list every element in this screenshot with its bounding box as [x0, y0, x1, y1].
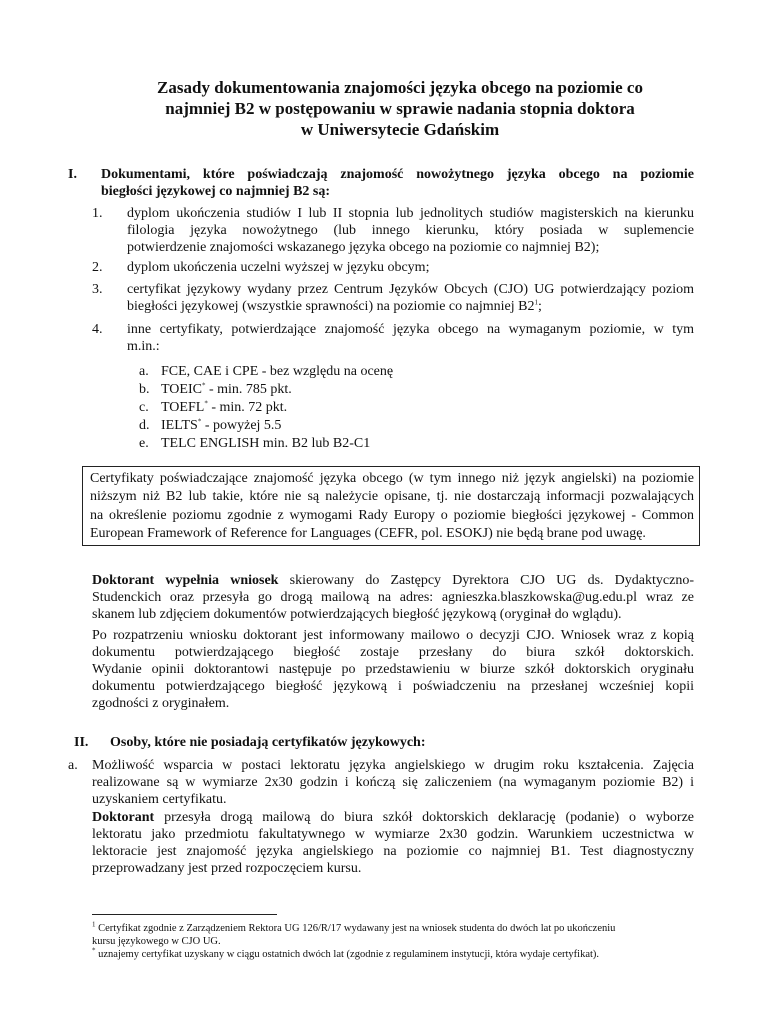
asterisk-ref: * — [204, 399, 208, 408]
paragraph-text: przesyła drogą mailową do biura szkół doktorskich deklarację (podanie) o wyborze — [154, 810, 694, 825]
footnote-text: uznajemy certyfikat uzyskany w ciągu ostatnich dwóch lat (zgodnie z regulaminem instytucji, która wydaje certyfikat). — [95, 949, 600, 960]
section-1-heading — [101, 166, 694, 200]
footnote-mark: * — [92, 946, 96, 955]
footnote-1-continued: kursu językowego w CJO UG. — [92, 936, 221, 947]
bold-lead: Doktorant wypełnia wniosek — [92, 573, 279, 588]
list-item-line: potwierdzenie znajomości wskazanego języka obcego na poziomie co najmniej B2); — [127, 240, 600, 255]
footnote-asterisk — [92, 946, 600, 961]
paragraph-line: skanem lub zdjęciem dokumentów potwierdzających biegłość językową (oryginał do wglądu). — [92, 607, 622, 622]
notice-line: European Framework of Reference for Languages (CEFR, pol. ESOKJ) nie będą brane pod uwagę. — [90, 525, 646, 541]
cert-name: FCE, CAE i CPE - bez względu na ocenę — [161, 364, 394, 379]
list-item-line: dyplom ukończenia uczelni wyższej w języku obcym; — [127, 260, 430, 275]
paragraph-line: Możliwość wsparcia w postaci lektoratu języka angielskiego w drugim roku kształcenia. Zajęcia — [92, 758, 694, 773]
paragraph-line: lektoratu jako przedmiotu fakultatywnego w wymiarze 2x30 godzin. Warunkiem uczestnictwa w — [92, 827, 694, 842]
decision-paragraph — [92, 627, 694, 712]
heading-line: biegłości językowej co najmniej B2 są: — [101, 184, 331, 199]
footnote-mark: 1 — [92, 920, 96, 929]
section-2-item — [92, 757, 694, 808]
cert-requirement: - min. 72 pkt. — [207, 400, 288, 415]
paragraph-line: uzyskaniem certyfikatu. — [92, 792, 227, 807]
list-item-tail: ; — [537, 299, 542, 314]
heading-line: Dokumentami, które poświadczają znajomość nowożytnego języka obcego na poziomie — [101, 167, 694, 182]
paragraph-line: realizowane są w wymiarze 2x30 godzin i kończą się zaliczeniem (na wymaganym poziomie B2) i — [92, 775, 694, 790]
footnote-ref-1: 1 — [534, 298, 538, 307]
sub-list-letter: a. — [139, 364, 149, 379]
list-item — [127, 205, 694, 256]
sub-list-item — [161, 435, 370, 452]
notice-text — [90, 470, 694, 543]
section-2-heading: Osoby, które nie posiadają certyfikatów językowych: — [110, 735, 426, 750]
list-item-line — [127, 298, 694, 315]
bold-lead: Doktorant — [92, 810, 155, 825]
list-item-letter: a. — [68, 758, 78, 773]
document-title — [100, 77, 700, 140]
paragraph-line: dokumentu potwierdzającego biegłość językową i poświadczeniu na przesłanej wcześniej kopii — [92, 679, 694, 694]
paragraph-line: Po rozpatrzeniu wniosku doktorant jest informowany mailowo o decyzji CJO. Wniosek wraz z kopią — [92, 628, 694, 643]
paragraph-line: zgodności z oryginałem. — [92, 696, 230, 711]
list-item-line: m.in.: — [127, 339, 160, 354]
cert-name: TOEIC — [161, 382, 202, 397]
title-line: w Uniwersytecie Gdańskim — [300, 120, 500, 139]
paragraph-text: skierowany do Zastępcy Dyrektora CJO UG ds. Dydaktyczno- — [278, 573, 694, 588]
paragraph-line: dokumentu potwierdzającego biegłość zostaje przesłany do biura szkół doktorskich. — [92, 645, 694, 660]
list-item-number: 1. — [92, 206, 103, 221]
section-2-numeral: II. — [74, 735, 89, 750]
footnote-text: Certyfikat zgodnie z Zarządzeniem Rektora UG 126/R/17 wydawany jest na wniosek studenta do dwóch lat po ukończeniu — [95, 923, 616, 934]
sub-list-letter: c. — [139, 400, 149, 415]
paragraph-line: lektoracie jest znajomość języka angielskiego na poziomie co najmniej B1. Test diagnostyczny — [92, 844, 694, 859]
declaration-paragraph — [92, 809, 694, 877]
notice-line: Certyfikaty poświadczające znajomość języka obcego (w tym innego niż język angielski) na poziomie — [90, 471, 694, 486]
sub-list-item — [161, 417, 281, 434]
paragraph-line: przeprowadzany jest przed rozpoczęciem kursu. — [92, 861, 362, 876]
list-item — [127, 281, 694, 315]
title-line: najmniej B2 w postępowaniu w sprawie nadania stopnia doktora — [165, 99, 635, 118]
cert-name: TOEFL — [161, 400, 205, 415]
sub-list-item — [161, 381, 292, 398]
asterisk-ref: * — [201, 381, 206, 390]
list-item-number: 4. — [92, 322, 103, 337]
notice-line: niższym niż B2 lub takie, które nie są należycie opisane, tj. nie dostarczają informacji pozwalających — [90, 489, 694, 505]
sub-list-item — [161, 363, 393, 380]
list-item-text: biegłości językowej (wszystkie sprawności) na poziomie co najmniej B2 — [127, 299, 535, 314]
list-item-line: inne certyfikaty, potwierdzające znajomość języka obcego na wymaganym poziomie, w tym — [127, 322, 694, 337]
footnote-1 — [92, 920, 616, 935]
list-item-line: certyfikat językowy wydany przez Centrum Języków Obcych (CJO) UG potwierdzający poziom — [127, 282, 694, 297]
sub-list-letter: e. — [139, 436, 149, 451]
paragraph-line: Studenckich oraz przesyła go drogą mailową na adres: agnieszka.blaszkowska@ug.edu.pl wraz ze — [92, 590, 694, 605]
title-line: Zasady dokumentowania znajomości języka obcego na poziomie co — [157, 78, 643, 97]
footnote-divider — [92, 914, 277, 915]
list-item-number: 3. — [92, 282, 103, 297]
cert-name: TELC ENGLISH min. B2 lub B2-C1 — [161, 436, 371, 451]
application-paragraph — [92, 572, 694, 623]
paragraph-line: Wydanie opinii doktorantowi następuje po przedstawieniu w biurze szkół doktorskich oryginału — [92, 662, 694, 677]
cert-requirement: - min. 785 pkt. — [205, 382, 292, 397]
list-item — [127, 321, 694, 355]
sub-list-item — [161, 399, 287, 416]
sub-list-letter: b. — [139, 382, 150, 397]
list-item-line: dyplom ukończenia studiów I lub II stopnia lub jednolitych studiów magisterskich na kierunku — [127, 206, 694, 221]
notice-line: na określenie poziomu zgodnie z wymogami Rady Europy o poziomie biegłości językowej - Common — [90, 507, 694, 523]
sub-list-letter: d. — [139, 418, 150, 433]
asterisk-ref: * — [197, 417, 202, 426]
list-item-line: filologia języka nowożytnego (lub innego kierunku, który posiada w suplemencie — [127, 223, 694, 238]
cert-requirement: - powyżej 5.5 — [201, 418, 282, 433]
list-item-number: 2. — [92, 260, 103, 275]
section-1-numeral: I. — [68, 167, 77, 182]
cert-name: IELTS — [161, 418, 198, 433]
list-item — [127, 259, 694, 276]
